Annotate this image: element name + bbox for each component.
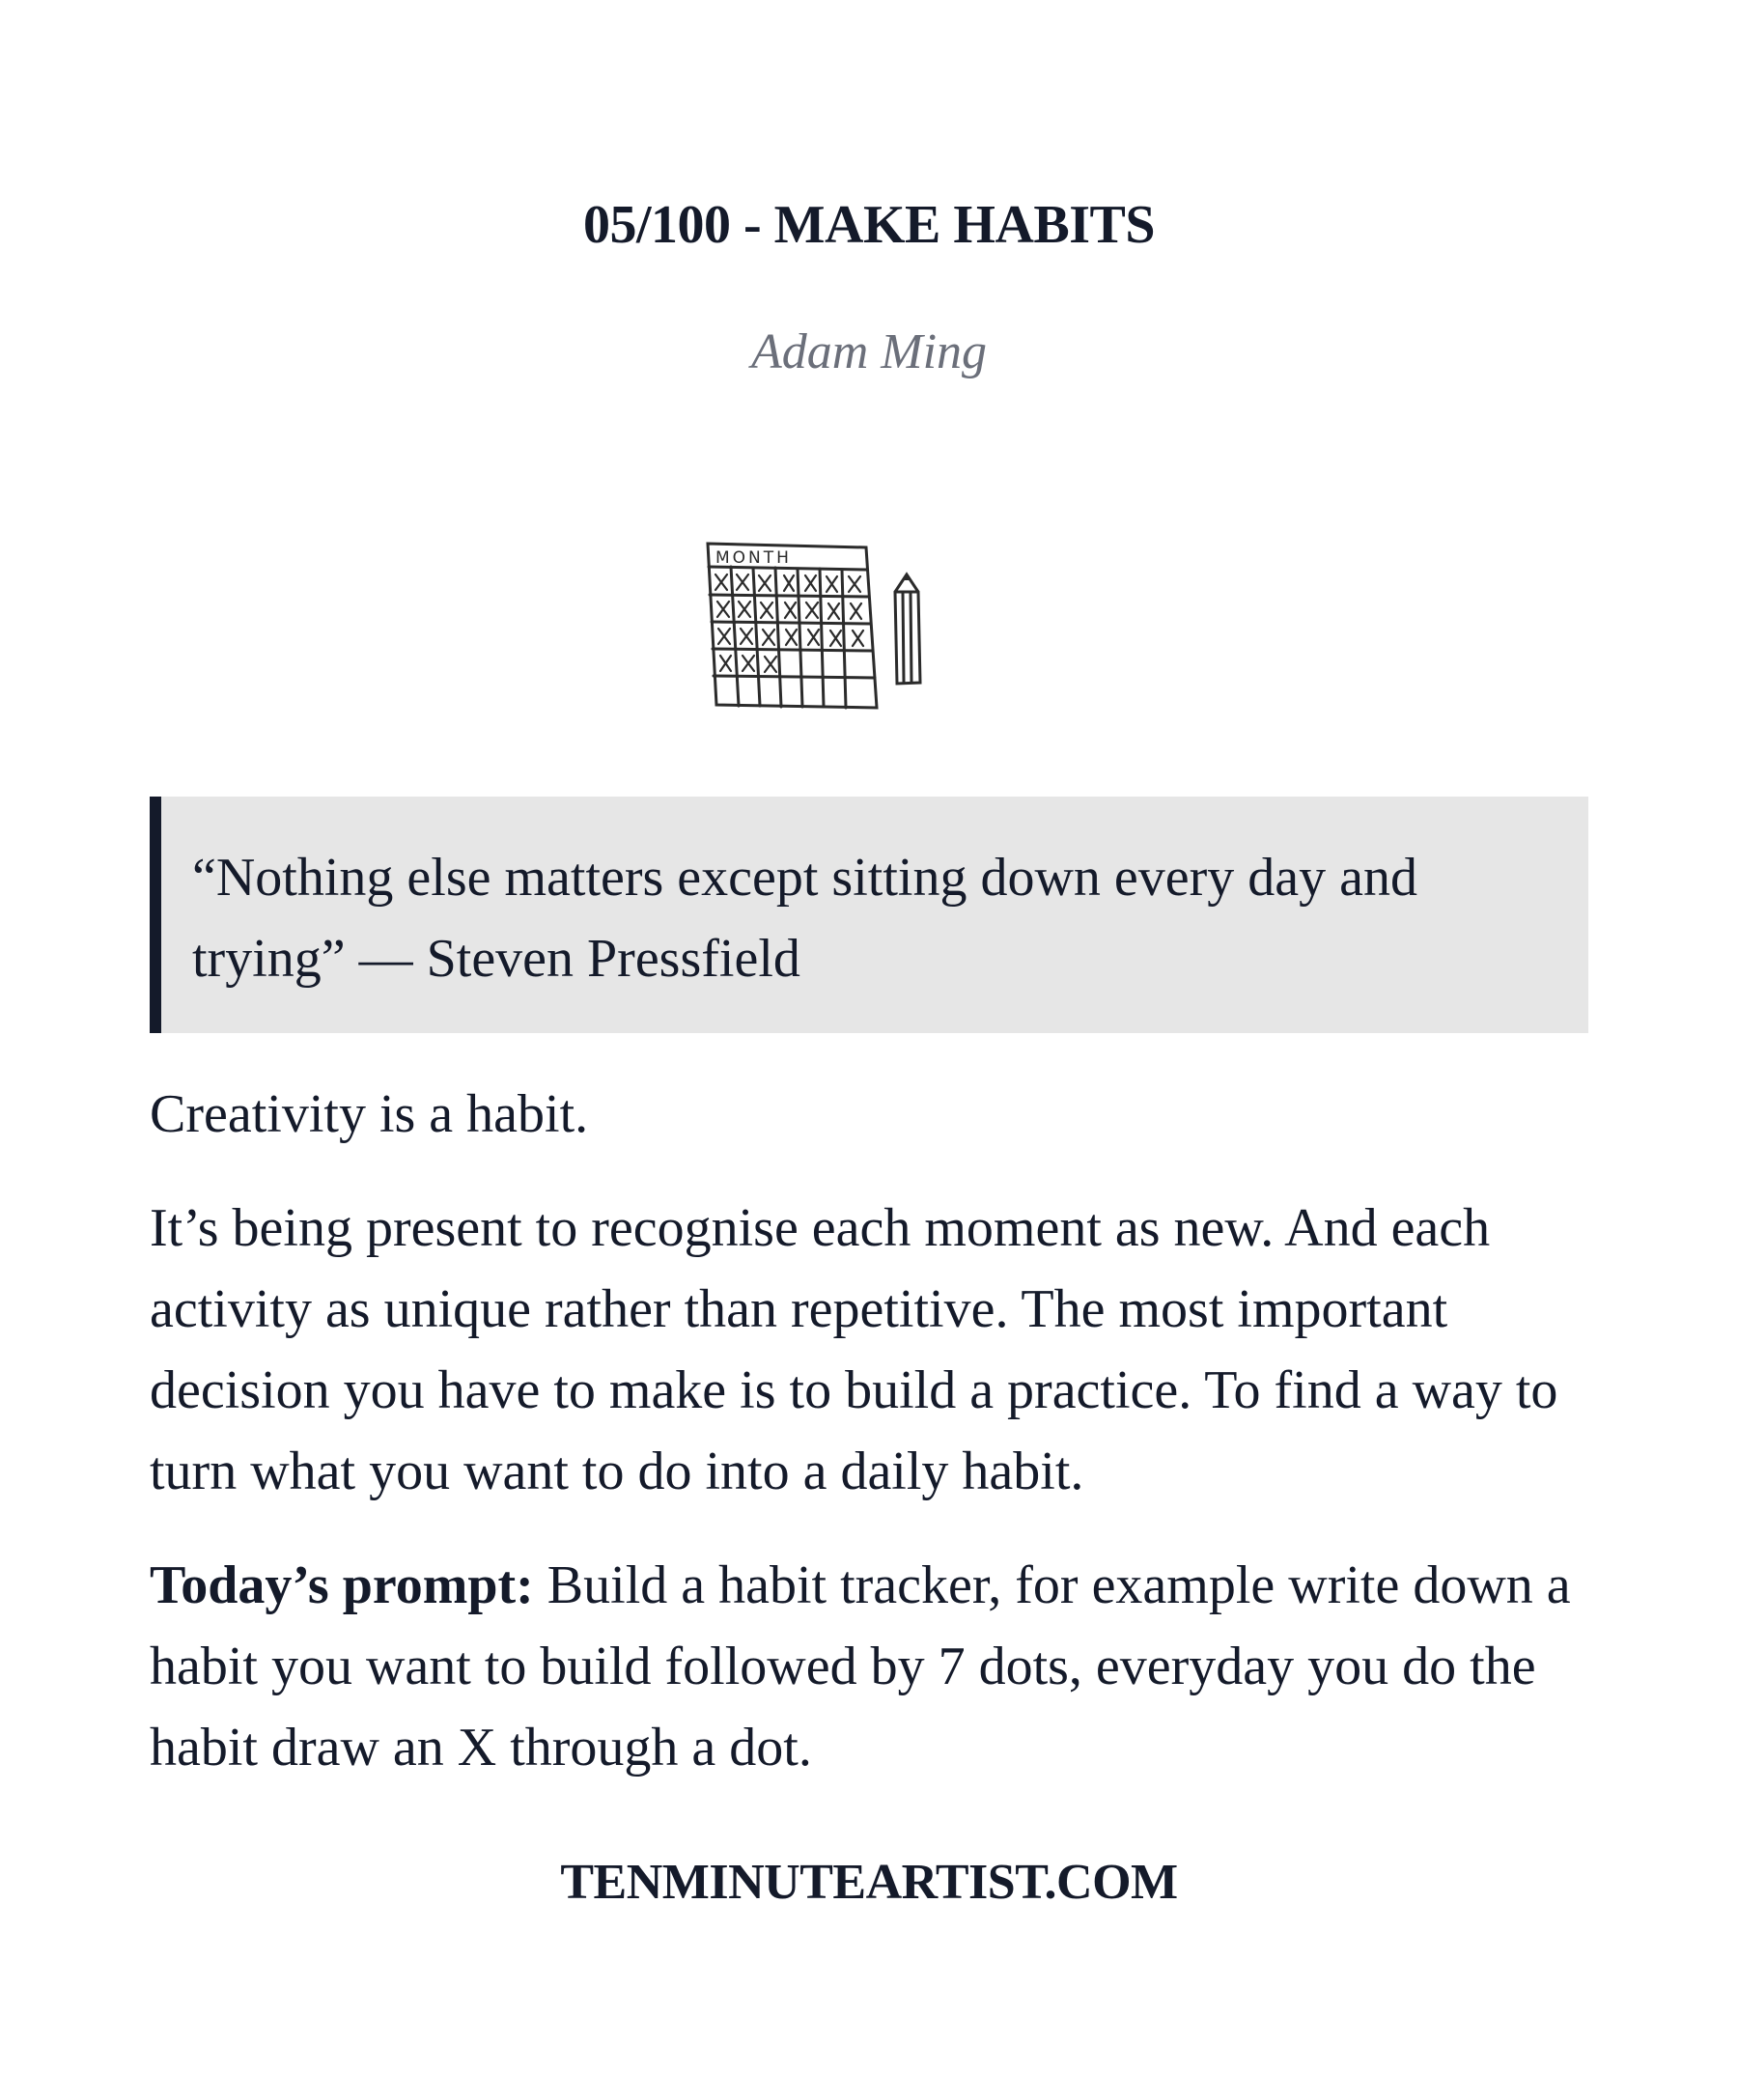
calendar-icon — [708, 544, 877, 708]
pull-quote — [150, 797, 1588, 1033]
author-name: Adam Ming — [750, 324, 988, 379]
prompt-text: Build a habit tracker, for example write down a habit you want to build followed by 7 dots, everyday you do the habit draw an X through a dot. — [150, 1555, 1571, 1778]
intro-paragraph: Creativity is a habit. — [150, 1084, 589, 1144]
prompt-label: Today’s prompt: — [150, 1555, 534, 1615]
quote-text: “Nothing else matters except sitting down every day and trying” — Steven Pressfield — [192, 848, 1417, 989]
footer-site-link: TENMINUTEARTIST.COM — [560, 1855, 1178, 1910]
calendar-pencil-drawing — [700, 536, 932, 719]
page-title: 05/100 - MAKE HABITS — [582, 195, 1156, 255]
habit-calendar-illustration — [700, 536, 932, 719]
prompt-paragraph — [150, 1545, 1598, 1788]
body-paragraph: It’s being present to recognise each moment as new. And each activity as unique rather than repetitive. The most important decision you have to make is to build a practice. To find a way to turn what you want to do into a daily habit. — [150, 1198, 1558, 1501]
pencil-icon — [895, 574, 920, 684]
calendar-month-label: MONTH — [715, 548, 792, 568]
